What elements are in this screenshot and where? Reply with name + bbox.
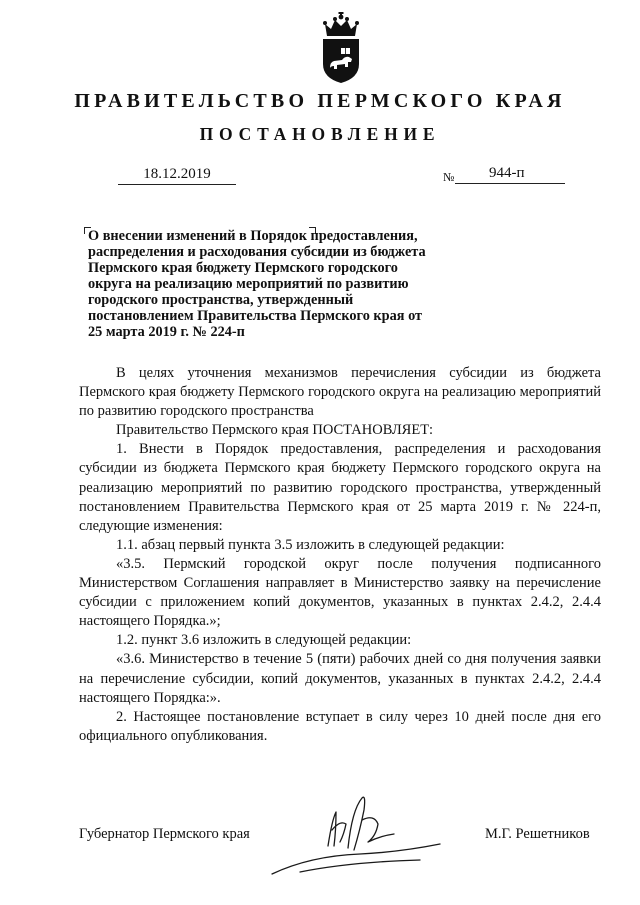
body-paragraph: 1.2. пункт 3.6 изложить в следующей редакции: bbox=[116, 632, 412, 649]
decree-body bbox=[79, 364, 601, 746]
signatory-name: М.Г. Решетников bbox=[485, 826, 590, 842]
decree-number: 944-п bbox=[489, 165, 525, 181]
body-paragraph: 1. Внести в Порядок предоставления, распределения и расходования субсидии из бюджета Пермского края бюджету Пермского городского округа на реализацию мероприятий по развитию городского пространства, утвержденный постановлением Правительства Пермского края от 25 марта 2019 г. № 224-п, следующие изменения: bbox=[79, 441, 601, 534]
body-paragraph: «3.6. Министерство в течение 5 (пяти) рабочих дней со дня получения заявки на перечисление субсидии, копий документов, указанных в пунктах 2.4.2, 2.4.4 настоящего Порядка:». bbox=[79, 651, 601, 706]
decree-subject: О внесении изменений в Порядок предоставления, распределения и расходования субсидии из бюджета Пермского края бюджету Пермского городского округа на реализацию мероприятий по развитию городского пространства, утвержденный постановлением Правительства Пермского края от 25 марта 2019 г. № 224-п bbox=[88, 228, 426, 340]
signatory-position: Губернатор Пермского края bbox=[79, 826, 250, 842]
government-title: ПРАВИТЕЛЬСТВО ПЕРМСКОГО КРАЯ bbox=[74, 90, 566, 112]
handwritten-signature bbox=[270, 790, 470, 880]
body-paragraph: 1.1. абзац первый пункта 3.5 изложить в следующей редакции: bbox=[116, 536, 505, 553]
body-paragraph: 2. Настоящее постановление вступает в силу через 10 дней после дня его официального опубликования. bbox=[79, 708, 601, 744]
decree-date: 18.12.2019 bbox=[118, 164, 236, 185]
body-paragraph: «3.5. Пермский городской округ после получения подписанного Министерством Соглашения направляет в Министерство заявку на перечисление субсидии с приложением копий документов, указанных в пунктах 2.4.2, 2.4.4 настоящего Порядка.»; bbox=[79, 555, 601, 630]
body-paragraph: В целях уточнения механизмов перечисления субсидии из бюджета Пермского края бюджету Пермского городского округа на реализацию мероприятий по развитию городского пространства bbox=[79, 365, 601, 420]
decree-number-field bbox=[455, 163, 565, 184]
coat-of-arms-icon bbox=[318, 12, 364, 84]
number-sign: № bbox=[443, 170, 455, 184]
document-type-title: ПОСТАНОВЛЕНИЕ bbox=[199, 124, 441, 144]
body-paragraph: Правительство Пермского края ПОСТАНОВЛЯЕТ: bbox=[116, 422, 434, 439]
